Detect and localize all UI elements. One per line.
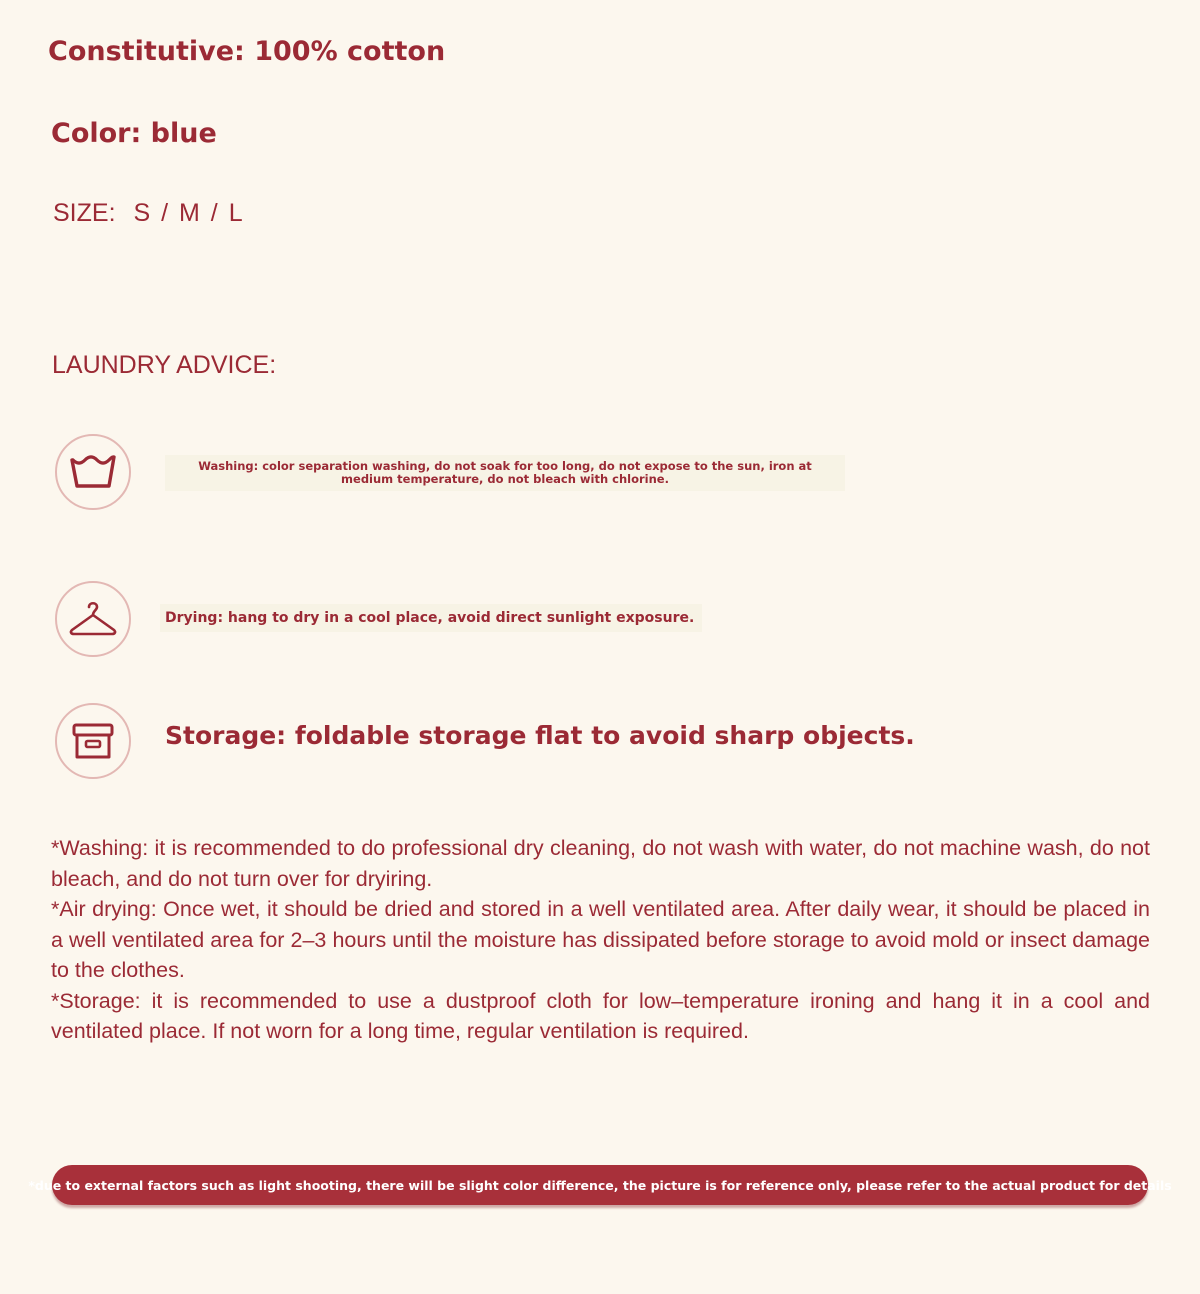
- disclaimer-text: *due to external factors such as light shooting, there will be slight color difference, the picture is for reference only, please refer to the actual product for details: [28, 1177, 1172, 1193]
- hanger-icon: [55, 581, 131, 657]
- storage-advice-text: Storage: foldable storage flat to avoid sharp objects.: [165, 721, 915, 750]
- washing-advice: [165, 455, 845, 491]
- drying-advice: [160, 604, 702, 632]
- care-note-air-drying: *Air drying: Once wet, it should be dried and stored in a well ventilated area. After daily wear, it should be placed in a well ventilated area for 2–3 hours until the moisture has dissipated before storage to avoid mold or insect damage to the clothes.: [51, 897, 1150, 982]
- laundry-advice-title: LAUNDRY ADVICE:: [52, 351, 277, 379]
- care-notes: [51, 833, 1150, 1047]
- color-text: Color: blue: [51, 118, 217, 149]
- size-options: S / M / L: [133, 199, 243, 227]
- care-note-washing: *Washing: it is recommended to do professional dry cleaning, do not wash with water, do not machine wash, do not bleach, and do not turn over for dryiring.: [51, 836, 1150, 891]
- size-line: [53, 199, 243, 228]
- washing-advice-text: Washing: color separation washing, do not soak for too long, do not expose to the sun, iron at medium temperature, do not bleach with chlorine.: [198, 459, 812, 486]
- storage-box-icon: [55, 703, 131, 779]
- size-label: SIZE:: [53, 199, 116, 227]
- care-note-storage: *Storage: it is recommended to use a dustproof cloth for low–temperature ironing and hang it in a cool and ventilated place. If not worn for a long time, regular ventilation is required.: [51, 988, 1150, 1043]
- wash-basin-icon: [55, 434, 131, 510]
- disclaimer-banner: [28, 1165, 1172, 1205]
- drying-advice-text: Drying: hang to dry in a cool place, avoid direct sunlight exposure.: [165, 610, 695, 626]
- composition-text: Constitutive: 100% cotton: [48, 36, 446, 67]
